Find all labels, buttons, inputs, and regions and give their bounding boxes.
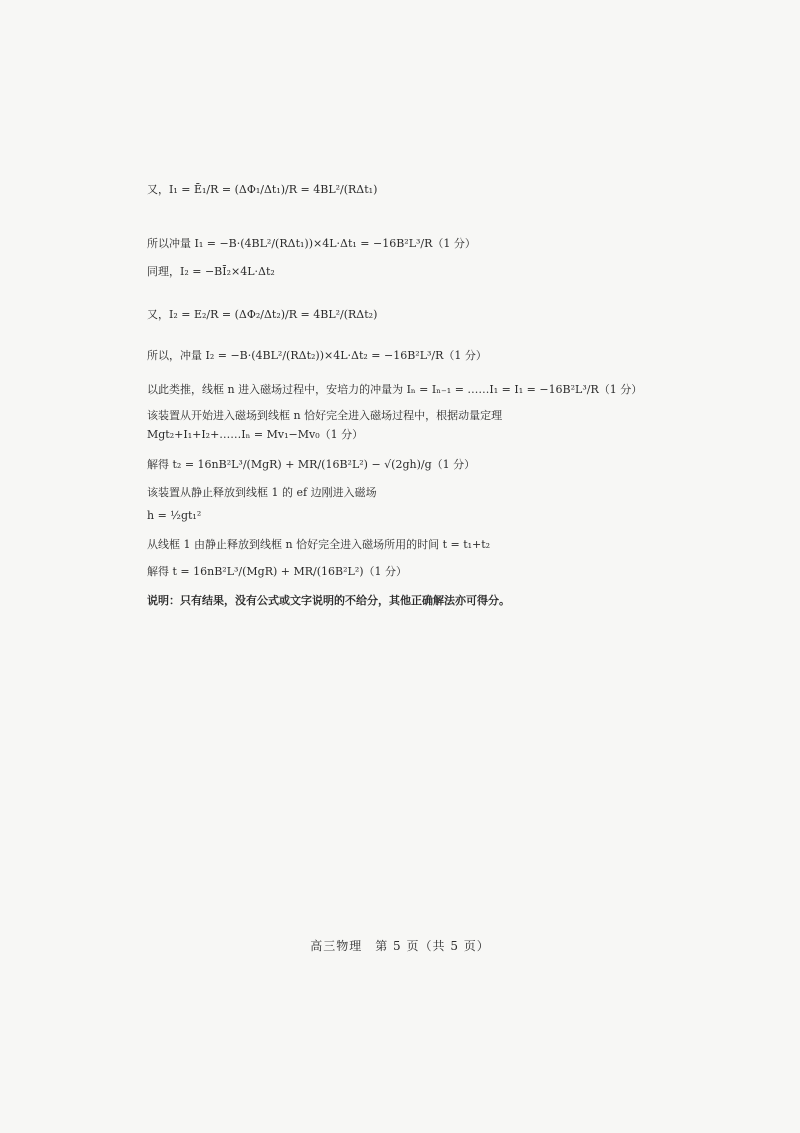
current-formula-2: I₂ = E₂/R = (ΔΦ₂/Δt₂)/R = 4BL²/(RΔt₂) (169, 308, 378, 321)
line-lead: 又， (147, 308, 169, 321)
fall-equation: h = ½gt₁² (147, 509, 202, 522)
equation-line-4 (147, 308, 377, 322)
equation-line-11 (147, 509, 201, 523)
impulse-formula-2: 所以，冲量 I₂ = −B·(4BL²/(RΔt₂))×4L·Δt₂ = −16B²L³/R（1 分） (147, 349, 487, 362)
equation-line-5 (147, 349, 487, 363)
note-text: 说明：只有结果，没有公式或文字说明的不给分，其他正确解法亦可得分。 (147, 594, 510, 607)
equation-line-1 (147, 183, 377, 197)
current-formula: I₁ = Ē₁/R = (ΔΦ₁/Δt₁)/R = 4BL²/(RΔt₁) (169, 183, 378, 196)
text-line-12 (147, 538, 490, 552)
line-lead: 又， (147, 183, 169, 196)
equation-line-13 (147, 565, 407, 579)
induction-statement: 以此类推，线框 n 进入磁场过程中，安培力的冲量为 Iₙ = Iₙ₋₁ = ……I₁ = I₁ = −16B²L³/R（1 分） (147, 383, 643, 396)
equation-line-6 (147, 383, 642, 397)
impulse-formula-1: 所以冲量 I₁ = −B·(4BL²/(RΔt₁))×4L·Δt₁ = −16B²L³/R（1 分） (147, 237, 476, 250)
release-text: 该装置从静止释放到线框 1 的 ef 边刚进入磁场 (147, 486, 377, 499)
equation-line-8 (147, 428, 363, 442)
page-footer: 高三物理 第 5 页（共 5 页） (310, 939, 490, 953)
grading-note (147, 594, 510, 608)
equation-line-3 (147, 265, 275, 279)
text-line-10 (147, 486, 377, 500)
solution-t: 解得 t = 16nB²L³/(MgR) + MR/(16B²L²)（1 分） (147, 565, 408, 578)
solution-t2: 解得 t₂ = 16nB²L³/(MgR) + MR/(16B²L²) − √(2gh)/g（1 分） (147, 458, 476, 471)
text-line-7 (147, 409, 502, 423)
equation-line-2 (147, 237, 476, 251)
momentum-equation: Mgt₂+I₁+I₂+……Iₙ = Mv₁−Mv₀（1 分） (147, 428, 364, 441)
total-time-text: 从线框 1 由静止释放到线框 n 恰好完全进入磁场所用的时间 t = t₁+t₂ (147, 538, 491, 551)
analogy-formula: 同理，I₂ = −BĪ₂×4L·Δt₂ (147, 265, 275, 278)
equation-line-9 (147, 458, 475, 472)
momentum-theorem-text: 该装置从开始进入磁场到线框 n 恰好完全进入磁场过程中，根据动量定理 (147, 409, 503, 422)
